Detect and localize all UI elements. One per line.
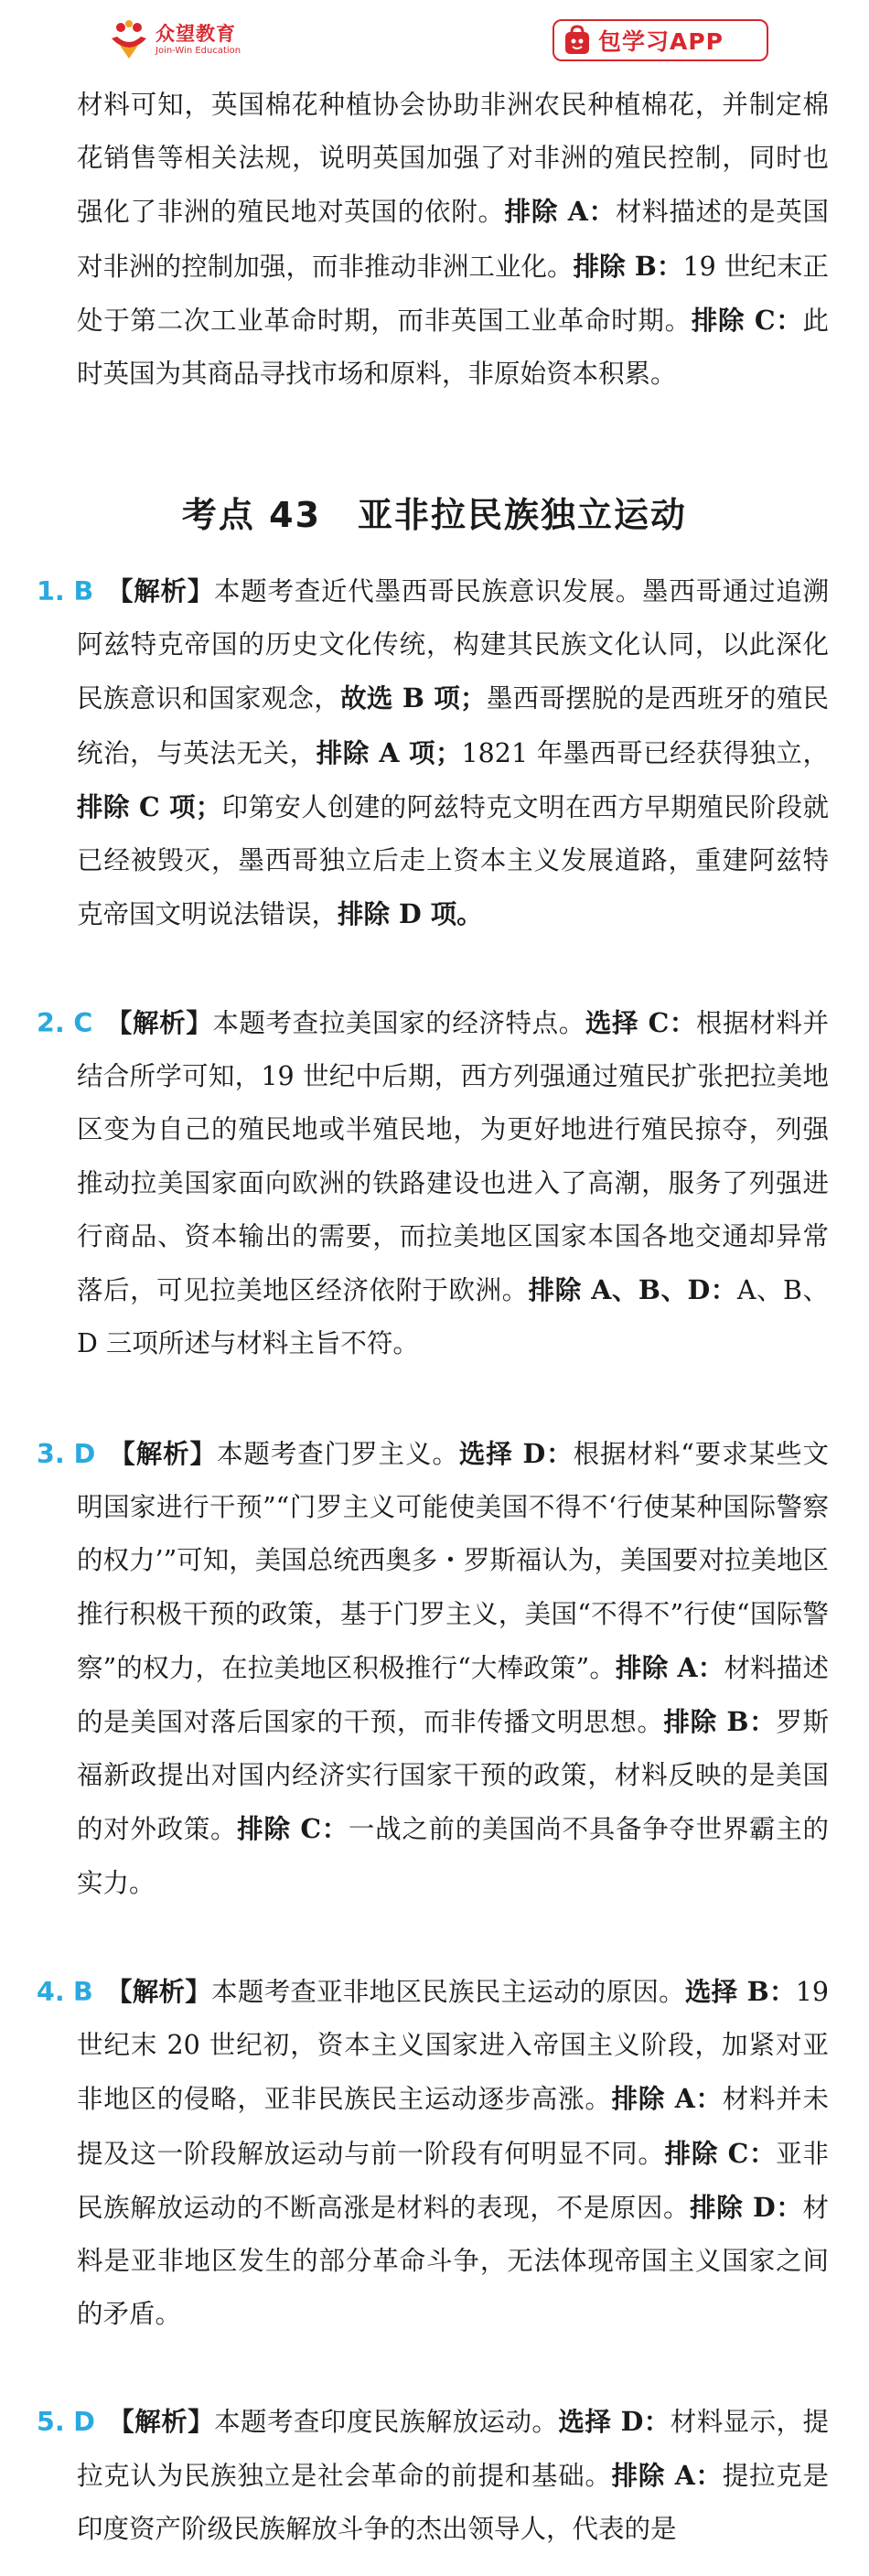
item-answer: D	[73, 1439, 96, 1469]
item-answer: B	[73, 1977, 93, 2007]
item-explanation: 【解析】本题考查亚非地区民族民主运动的原因。选择 B：19 世纪末 20 世纪初，资本主义国家进入帝国主义阶段，加紧对亚非地区的侵略，亚非民族民主运动逐步高涨。排除 A：材料并未提及这一阶段解放运动与前一阶段有何明显不同。排除 C：亚非民族解放运动的不断高涨是材料的表现，不是原因。排除 D：材料是亚非地区发生的部分革命斗争，无法体现帝国主义国家之间的矛盾。	[77, 1976, 829, 2330]
brand-name-en: Join-Win Education	[156, 46, 241, 56]
item-answer: D	[73, 2407, 95, 2437]
section-title: 亚非拉民族独立运动	[358, 495, 688, 535]
answer-item-3	[37, 1427, 829, 1910]
item-number: 5.	[37, 2407, 65, 2437]
section-heading	[0, 487, 869, 537]
brand-mark-icon	[108, 18, 150, 60]
section-label: 考点 43	[181, 495, 322, 535]
item-explanation: 【解析】本题考查拉美国家的经济特点。选择 C：根据材料并结合所学可知，19 世纪中后期，西方列强通过殖民扩张把拉美地区变为自己的殖民地或半殖民地，为更好地进行殖民掠夺，列强推动拉美国家面向欧洲的铁路建设也进入了高潮，服务了列强进行商品、资本输出的需要，而拉美地区国家本国各地交通却异常落后，可见拉美地区经济依附于欧洲。排除 A、B、D：A、B、D 三项所述与材料主旨不符。	[77, 1007, 829, 1359]
item-number: 2.	[37, 1008, 65, 1038]
intro-paragraph-block	[77, 79, 829, 401]
item-answer: C	[73, 1008, 93, 1038]
app-badge	[553, 19, 768, 61]
intro-paragraph: 材料可知，英国棉花种植协会协助非洲农民种植棉花，并制定棉花销售等相关法规，说明英国加强了对非洲的殖民控制，同时也强化了非洲的殖民地对英国的依附。排除 A：材料描述的是英国对非洲的控制加强，而非推动非洲工业化。排除 B：19 世纪末正处于第二次工业革命时期，而非英国工业革命时期。排除 C：此时英国为其商品寻找市场和原料，非原始资本积累。	[77, 90, 829, 390]
brand-name: 众望教育	[156, 23, 236, 45]
item-explanation: 【解析】本题考查近代墨西哥民族意识发展。墨西哥通过追溯阿兹特克帝国的历史文化传统，构建其民族文化认同，以此深化民族意识和国家观念，故选 B 项；墨西哥摆脱的是西班牙的殖民统治，与英法无关，排除 A 项；1821 年墨西哥已经获得独立，排除 C 项；印第安人创建的阿兹特克文明在西方早期殖民阶段就已经被毁灭，墨西哥独立后走上资本主义发展道路，重建阿兹特克帝国文明说法错误，排除 D 项。	[77, 575, 829, 930]
item-number: 3.	[37, 1439, 65, 1469]
answer-item-5	[37, 2395, 829, 2557]
answer-item-1	[37, 564, 829, 941]
app-label: 包学习APP	[598, 28, 724, 55]
app-bag-icon	[563, 25, 591, 56]
page-header	[0, 0, 869, 82]
answer-item-2	[37, 996, 829, 1370]
item-number: 4.	[37, 1977, 65, 2007]
item-answer: B	[73, 576, 94, 606]
brand-logo	[108, 16, 241, 62]
item-explanation: 【解析】本题考查印度民族解放运动。选择 D：材料显示，提拉克认为民族独立是社会革命的前提和基础。排除 A：提拉克是印度资产阶级民族解放斗争的杰出领导人，代表的是	[77, 2406, 829, 2545]
answer-item-4	[37, 1965, 829, 2341]
item-explanation: 【解析】本题考查门罗主义。选择 D：根据材料“要求某些文明国家进行干预”“门罗主义可能使美国不得不‘行使某种国际警察的权力’”可知，美国总统西奥多・罗斯福认为，美国要对拉美地区推行积极干预的政策，基于门罗主义，美国“不得不”行使“国际警察”的权力，在拉美地区积极推行“大棒政策”。排除 A：材料描述的是美国对落后国家的干预，而非传播文明思想。排除 B：罗斯福新政提出对国内经济实行国家干预的政策，材料反映的是美国的对外政策。排除 C：一战之前的美国尚不具备争夺世界霸主的实力。	[77, 1438, 829, 1898]
item-number: 1.	[37, 576, 65, 606]
